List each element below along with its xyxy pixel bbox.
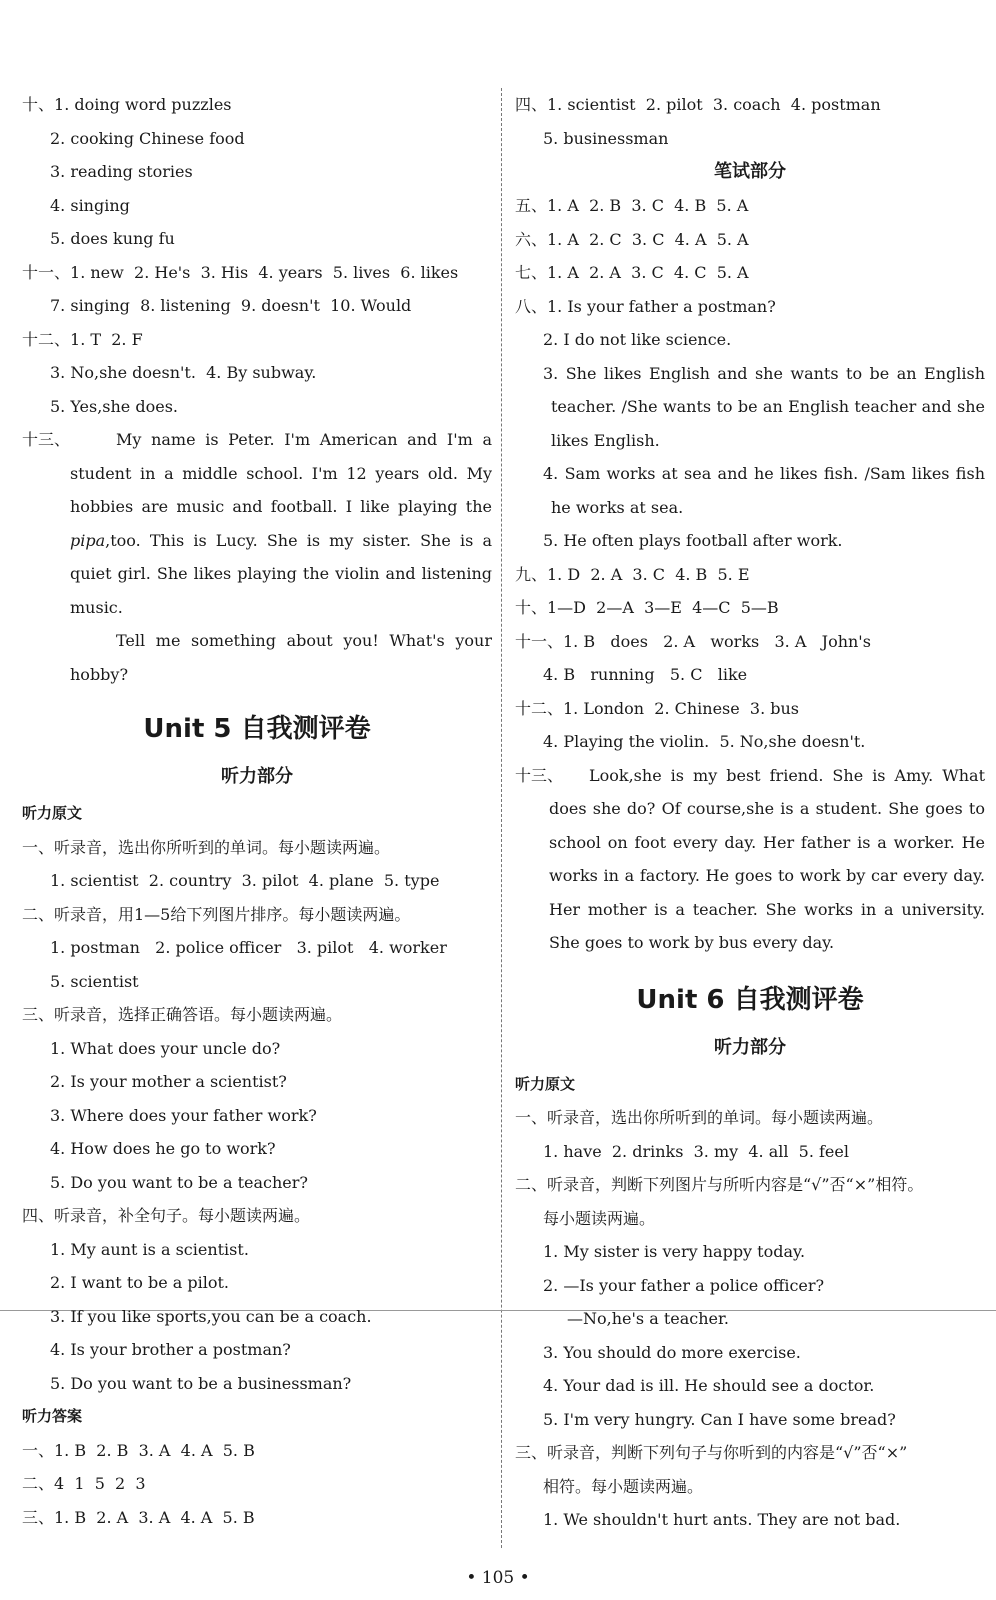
answer-line: 十、1—D 2—A 3—E 4—C 5—B bbox=[515, 598, 779, 617]
essay-line: pipa,too. This is Lucy. She is my sister. She is a bbox=[70, 530, 492, 550]
essay-line: works in a factory. He goes to work by car every day. bbox=[549, 866, 985, 885]
answer-line: 十一、1. new 2. He's 3. His 4. years 5. lives 6. likes bbox=[22, 262, 459, 282]
answer-line: —No,he's a teacher. bbox=[567, 1309, 729, 1328]
question-heading: 每小题读两遍。 bbox=[543, 1208, 656, 1228]
unit-title: Unit 5 自我测评卷 bbox=[143, 714, 371, 744]
answer-line: 十一、1. B does 2. A works 3. A John's bbox=[515, 631, 871, 651]
answer-line: 1. What does your uncle do? bbox=[50, 1038, 281, 1058]
question-heading: 相符。每小题读两遍。 bbox=[543, 1476, 704, 1496]
answer-line: 3. Where does your father work? bbox=[50, 1105, 317, 1125]
answer-line: he works at sea. bbox=[551, 497, 684, 517]
answer-line: 2. cooking Chinese food bbox=[50, 128, 245, 148]
answer-line: 1. have 2. drinks 3. my 4. all 5. feel bbox=[543, 1141, 849, 1161]
answer-line: 5. I'm very hungry. Can I have some bread? bbox=[543, 1409, 896, 1429]
right-column bbox=[515, 88, 985, 1537]
section-title: 听力部分 bbox=[221, 766, 293, 787]
question-heading: 三、听录音，判断下列句子与你听到的内容是“√”否“×” bbox=[515, 1443, 908, 1462]
answer-line: 4. singing bbox=[50, 195, 130, 215]
answer-line: 十二、1. London 2. Chinese 3. bus bbox=[515, 698, 800, 718]
answer-line: likes English. bbox=[551, 430, 660, 450]
answer-line: 1. My aunt is a scientist. bbox=[50, 1239, 249, 1259]
answer-line: 2. Is your mother a scientist? bbox=[50, 1072, 287, 1091]
answer-line: 4. Playing the violin. 5. No,she doesn't. bbox=[543, 732, 866, 751]
answer-line: 5. Do you want to be a businessman? bbox=[50, 1373, 352, 1393]
essay-line: 十三、 My name is Peter. I'm American and I'm a bbox=[22, 430, 492, 449]
answer-line: 3. reading stories bbox=[50, 162, 193, 181]
essay-line: student in a middle school. I'm 12 years old. My bbox=[70, 463, 492, 483]
answer-line: teacher. /She wants to be an English teacher and she bbox=[551, 397, 985, 416]
question-heading: 一、听录音，选出你所听到的单词。每小题读两遍。 bbox=[22, 837, 391, 857]
answer-line: 5. does kung fu bbox=[50, 229, 175, 248]
essay-line: She goes to work by bus every day. bbox=[549, 933, 835, 952]
essay-line: hobby? bbox=[70, 664, 129, 684]
section-title: 听力部分 bbox=[714, 1036, 786, 1058]
answer-line: 十二、1. T 2. F bbox=[22, 329, 143, 349]
answer-line: 九、1. D 2. A 3. C 4. B 5. E bbox=[515, 564, 750, 584]
answer-line: 1. postman 2. police officer 3. pilot 4. worker bbox=[50, 938, 447, 957]
answer-line: 5. scientist bbox=[50, 971, 139, 991]
answer-line: 5. businessman bbox=[543, 128, 669, 148]
answer-line: 2. I do not like science. bbox=[543, 330, 732, 349]
answer-line: 一、1. B 2. B 3. A 4. A 5. B bbox=[22, 1440, 255, 1460]
essay-line: does she do? Of course,she is a student. She goes to bbox=[549, 799, 985, 818]
answer-line: 1. My sister is very happy today. bbox=[543, 1242, 806, 1261]
unit-title: Unit 6 自我测评卷 bbox=[636, 984, 864, 1015]
essay-line: music. bbox=[70, 597, 123, 617]
answer-line: 5. Yes,she does. bbox=[50, 396, 178, 416]
answer-line: 4. How does he go to work? bbox=[50, 1139, 276, 1158]
answer-line: 4. Is your brother a postman? bbox=[50, 1340, 291, 1359]
answer-line: 十、1. doing word puzzles bbox=[22, 95, 232, 114]
answer-line: 三、1. B 2. A 3. A 4. A 5. B bbox=[22, 1507, 255, 1527]
answer-line: 5. He often plays football after work. bbox=[543, 531, 843, 550]
question-heading: 二、听录音，判断下列图片与所听内容是“√”否“×”相符。 bbox=[515, 1175, 924, 1194]
question-heading: 三、听录音，选择正确答语。每小题读两遍。 bbox=[22, 1005, 343, 1024]
answer-line: 七、1. A 2. A 3. C 4. C 5. A bbox=[515, 263, 749, 282]
section-title: 笔试部分 bbox=[714, 161, 786, 182]
answer-line: 1. scientist 2. country 3. pilot 4. plane 5. type bbox=[50, 871, 440, 890]
answer-line: 六、1. A 2. C 3. C 4. A 5. A bbox=[515, 229, 749, 249]
question-heading: 四、听录音，补全句子。每小题读两遍。 bbox=[22, 1206, 311, 1225]
answer-line: 四、1. scientist 2. pilot 3. coach 4. postman bbox=[515, 95, 881, 114]
answer-line: 5. Do you want to be a teacher? bbox=[50, 1172, 308, 1192]
essay-line: 十三、 Look,she is my best friend. She is Amy. What bbox=[515, 765, 985, 785]
answer-line: 7. singing 8. listening 9. doesn't 10. Would bbox=[50, 296, 412, 315]
question-heading: 一、听录音，选出你所听到的单词。每小题读两遍。 bbox=[515, 1108, 884, 1127]
answer-line: 4. B running 5. C like bbox=[543, 665, 748, 684]
column-divider bbox=[501, 88, 502, 1548]
section-label: 听力答案 bbox=[22, 1407, 83, 1425]
answer-line: 4. Sam works at sea and he likes fish. /Sam likes fish bbox=[543, 464, 985, 483]
answer-line: 八、1. Is your father a postman? bbox=[515, 296, 776, 316]
essay-line: quiet girl. She likes playing the violin and listening bbox=[70, 564, 492, 583]
essay-line: Her mother is a teacher. She works in a university. bbox=[549, 899, 985, 919]
answer-line: 二、4 1 5 2 3 bbox=[22, 1474, 146, 1493]
essay-line: school on foot every day. Her father is a worker. He bbox=[549, 832, 985, 852]
essay-line: Tell me something about you! What's your bbox=[116, 631, 492, 650]
answer-line: 4. Your dad is ill. He should see a doctor. bbox=[543, 1376, 875, 1395]
answer-line: 五、1. A 2. B 3. C 4. B 5. A bbox=[515, 196, 749, 215]
question-heading: 二、听录音，用1—5给下列图片排序。每小题读两遍。 bbox=[22, 904, 411, 924]
section-label: 听力原文 bbox=[22, 804, 83, 822]
answer-line: 2. I want to be a pilot. bbox=[50, 1273, 230, 1292]
essay-line: hobbies are music and football. I like playing the bbox=[70, 497, 492, 516]
answer-line: 3. She likes English and she wants to be an English bbox=[543, 363, 985, 383]
section-label: 听力原文 bbox=[515, 1074, 576, 1093]
page-number: • 105 • bbox=[466, 1568, 530, 1588]
answer-line: 3. You should do more exercise. bbox=[543, 1342, 801, 1362]
left-column bbox=[22, 88, 492, 1534]
answer-line: 3. If you like sports,you can be a coach. bbox=[50, 1306, 372, 1326]
answer-line: 3. No,she doesn't. 4. By subway. bbox=[50, 363, 317, 382]
answer-line: 1. We shouldn't hurt ants. They are not bad. bbox=[543, 1510, 901, 1529]
answer-line: 2. —Is your father a police officer? bbox=[543, 1275, 825, 1295]
